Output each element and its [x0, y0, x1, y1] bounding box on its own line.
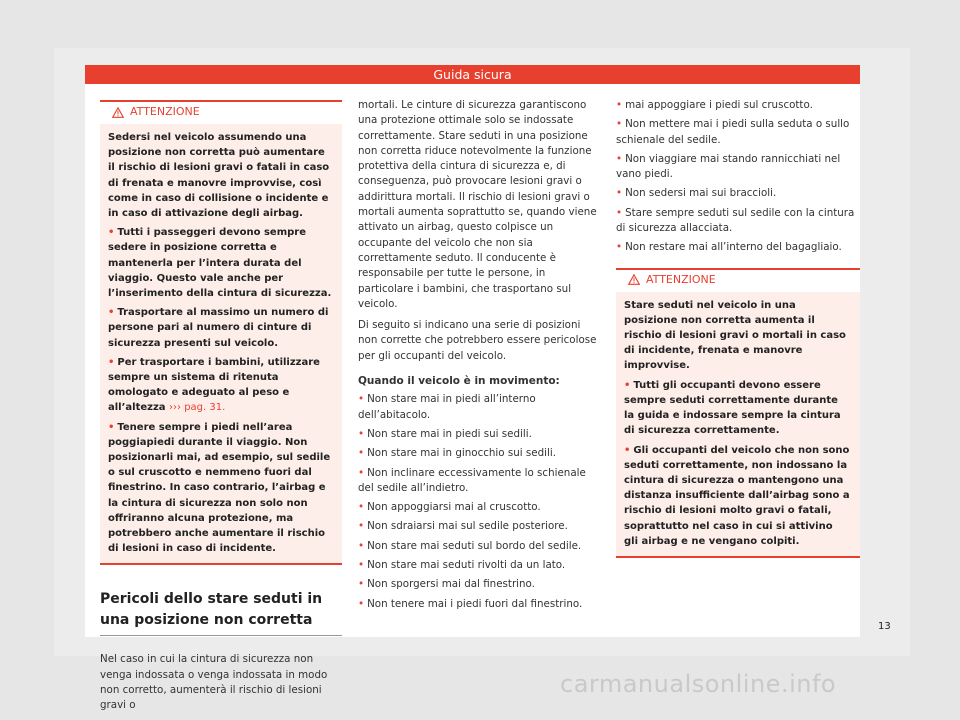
- bullet-icon: •: [624, 444, 631, 456]
- bullet-icon: •: [358, 559, 365, 572]
- warning-item: • Tutti gli occupanti devono essere sempre seduti correttamente durante la guida e indossare sempre la cintura di sicurezza correttamente.: [624, 379, 841, 437]
- warning-heading: ATTENZIONE: [646, 273, 716, 287]
- bullet-icon: •: [358, 393, 365, 406]
- list-item: • Non stare mai in piedi all’interno dell’abitacolo.: [358, 393, 536, 421]
- list-item: • Non inclinare eccessivamente lo schienale del sedile all’indietro.: [358, 466, 586, 494]
- bullet-icon: •: [616, 241, 623, 254]
- warning-item: • Gli occupanti del veicolo che non sono seduti correttamente, non indossano la cintura di sicurezza o mantengono una distanza insufficiente dall’airbag sono a rischio di lesioni molto gravi o fatali, soprattutto nel caso in cui si attivino gli airbag e ne vengano colpiti.: [624, 444, 850, 547]
- column-middle: [358, 98, 598, 616]
- list-item: • Non sdraiarsi mai sul sedile posteriore.: [358, 520, 568, 533]
- bullet-icon: •: [358, 501, 365, 514]
- bullet-icon: •: [616, 187, 623, 200]
- list-item: • Non restare mai all’interno del bagagliaio.: [616, 241, 842, 254]
- warning-item: • Tenere sempre i piedi nell’area poggiapiedi durante il viaggio. Non posizionarli mai, ad esempio, sul sedile o sul cruscotto e nemmeno fuori dal finestrino. In caso contrario, l’airbag e la cintura di sicurezza non solo non offriranno alcuna protezione, ma potrebbero anche aumentare il rischio di lesioni in caso di incidente.: [108, 421, 331, 555]
- section-paragraph: Nel caso in cui la cintura di sicurezza non venga indossata o venga indossata in modo non corretto, aumenterà il rischio di lesioni gravi o: [100, 653, 328, 712]
- column-left: [100, 100, 342, 720]
- list-item: • Non stare mai seduti sul bordo del sedile.: [358, 539, 582, 552]
- subheading: Quando il veicolo è in movimento:: [358, 375, 560, 388]
- warning-item: • Per trasportare i bambini, utilizzare sempre un sistema di ritenuta omologato e adeguato al peso e all’altezza ››› pag. 31.: [108, 356, 320, 414]
- bullet-icon: •: [108, 356, 115, 368]
- bullet-icon: •: [358, 466, 365, 479]
- warning-header: [100, 102, 342, 124]
- warning-heading: ATTENZIONE: [130, 105, 200, 119]
- warning-item: • Tutti i passeggeri devono sempre sedere in posizione corretta e mantenerla per l’intera durata del viaggio. Questo vale anche per l’inserimento della cintura di sicurezza.: [108, 227, 332, 300]
- warning-header: [616, 270, 860, 292]
- warning-box: [100, 100, 342, 565]
- bullet-icon: •: [624, 379, 631, 391]
- list-item: • mai appoggiare i piedi sul cruscotto.: [616, 99, 813, 111]
- bullet-icon: •: [108, 421, 115, 433]
- bullet-icon: •: [358, 597, 365, 610]
- warning-intro: Stare seduti nel veicolo in una posizione non corretta aumenta il rischio di lesioni gravi o mortali in caso di incidente, frenata e manovre improvvise.: [624, 299, 846, 372]
- list-item: • Non sporgersi mai dal finestrino.: [358, 578, 535, 591]
- section-paragraph: Di seguito si indicano una serie di posizioni non corrette che potrebbero essere pericolose per gli occupanti del veicolo.: [358, 319, 597, 362]
- bullet-icon: •: [358, 539, 365, 552]
- section-paragraph: mortali. Le cinture di sicurezza garantiscono una protezione ottimale solo se indossate correttamente. Stare seduti in una posizione non corretta riduce notevolmente la funzione protettiva della cintura di sicurezza e, di conseguenza, può provocare lesioni gravi o addirittura mortali. Il rischio di lesioni gravi o mortali aumenta soprattutto se, quando viene attivato un airbag, questo colpisce un occupante del veicolo che non sia correttamente seduto. Il conducente è responsabile per tutte le persone, in particolare i bambini, che trasportano sul veicolo.: [358, 99, 597, 310]
- bullet-icon: •: [616, 99, 623, 111]
- list-item: • Non mettere mai i piedi sulla seduta o sullo schienale del sedile.: [616, 118, 850, 146]
- list-item: • Non stare mai in ginocchio sui sedili.: [358, 447, 556, 460]
- bullet-icon: •: [108, 307, 115, 319]
- bullet-icon: •: [358, 520, 365, 533]
- bullet-icon: •: [358, 447, 365, 460]
- column-right: [616, 98, 860, 558]
- watermark: carmanualsonline.info: [560, 670, 837, 698]
- list-item: • Non stare mai seduti rivolti da un lato.: [358, 559, 566, 572]
- bullet-icon: •: [358, 427, 365, 440]
- page-header: Guida sicura: [85, 65, 860, 84]
- bullet-icon: •: [358, 578, 365, 591]
- page-reference-link[interactable]: ››› pag. 31.: [169, 402, 226, 414]
- page-number: 13: [878, 621, 891, 632]
- list-item: • Non stare mai in piedi sui sedili.: [358, 427, 532, 440]
- bullet-icon: •: [616, 118, 623, 131]
- list-item: • Non sedersi mai sui braccioli.: [616, 187, 777, 200]
- bullet-icon: •: [108, 227, 115, 239]
- list-item: • Non viaggiare mai stando rannicchiati nel vano piedi.: [616, 152, 841, 181]
- bullet-icon: •: [616, 206, 623, 219]
- list-item: • Non appoggiarsi mai al cruscotto.: [358, 501, 541, 514]
- warning-intro: Sedersi nel veicolo assumendo una posizione non corretta può aumentare il rischio di lesioni gravi o fatali in caso di frenata e manovre improvvise, così come in caso di collisione o incidente e in caso di attivazione degli airbag.: [108, 132, 330, 220]
- warning-box: [616, 268, 860, 558]
- list-item: • Non tenere mai i piedi fuori dal finestrino.: [358, 597, 583, 610]
- warning-item: • Trasportare al massimo un numero di persone pari al numero di cinture di sicurezza presenti sul veicolo.: [108, 307, 329, 349]
- list-item: • Stare sempre seduti sul sedile con la cintura di sicurezza allacciata.: [616, 206, 855, 235]
- warning-triangle-icon: [628, 274, 640, 285]
- bullet-icon: •: [616, 152, 623, 165]
- warning-triangle-icon: [112, 107, 124, 118]
- section-title: Pericoli dello stare seduti in una posizione non corretta: [100, 589, 342, 636]
